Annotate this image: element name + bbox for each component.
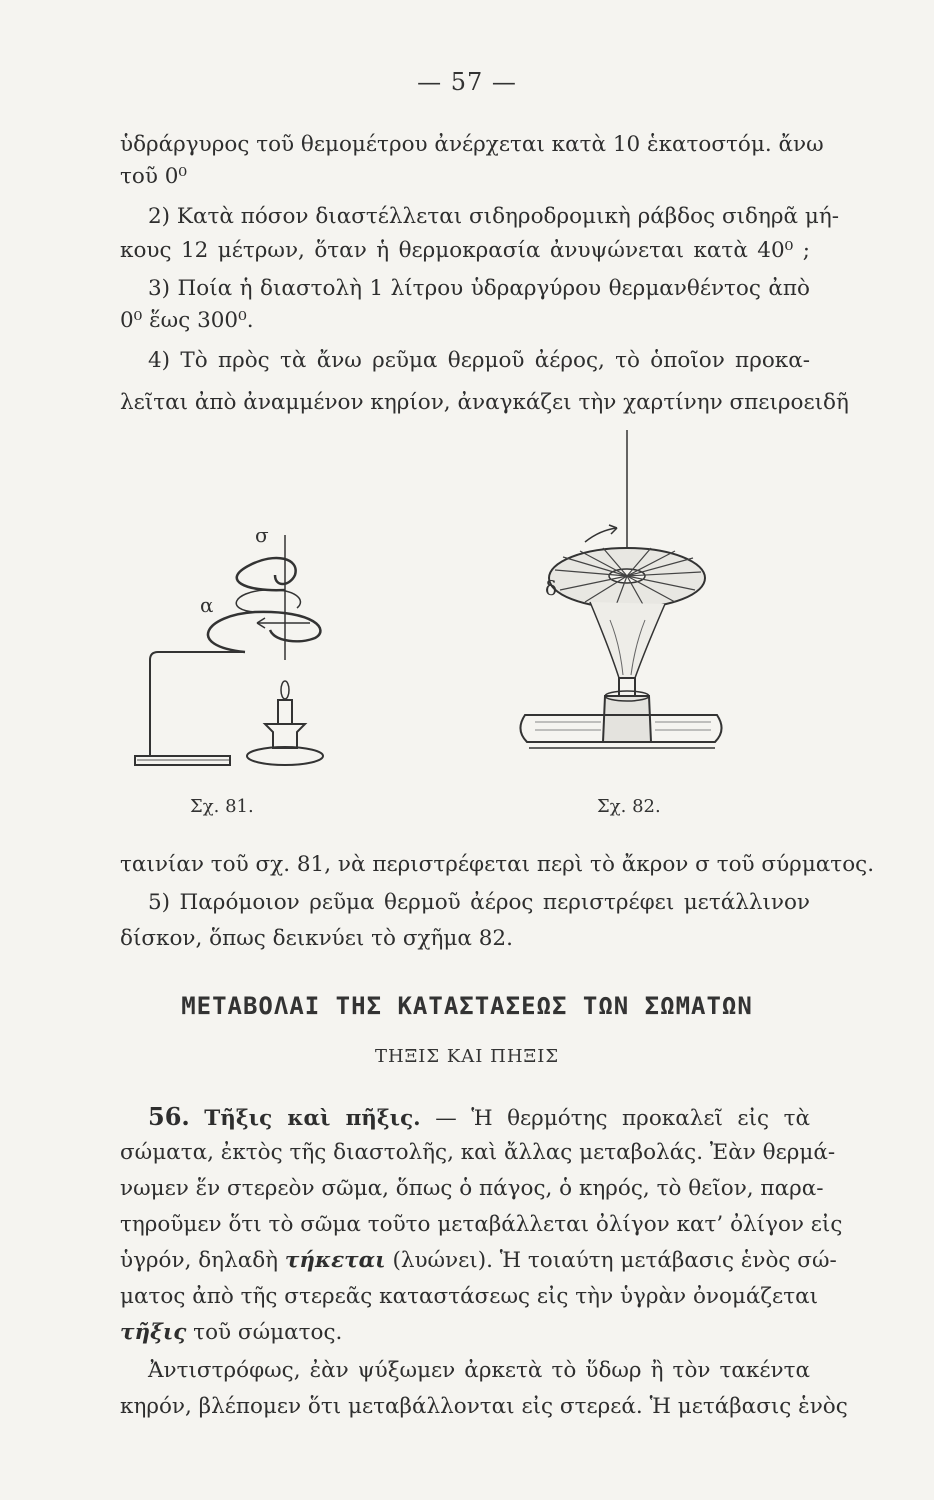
text-line: ὑδράργυρος τοῦ θεμομέτρου ἀνέρχεται κατὰ 10 ἑκατοστόμ. ἄνω <box>120 132 824 157</box>
text-line: κηρόν, βλέπομεν ὅτι μεταβάλλονται εἰς στερεά. Ἡ μετάβασις ἑνὸς <box>120 1394 848 1419</box>
text-line: 5) Παρόμοιον ρεῦμα θερμοῦ ἀέρος περιστρέφει μετάλλινον <box>148 890 810 915</box>
text-line: Ἀντιστρόφως, ἐὰν ψύξωμεν ἀρκετὰ τὸ ὕδωρ ἢ τὸν τακέντα <box>148 1358 810 1383</box>
text-line: 4) Τὸ πρὸς τὰ ἄνω ρεῦμα θερμοῦ ἀέρος, τὸ ὁποῖον προκα- <box>148 348 810 373</box>
text-line <box>120 1246 837 1276</box>
text-line: 2) Κατὰ πόσον διαστέλλεται σιδηροδρομικὴ ράβδος σιδηρᾶ μή- <box>148 204 839 229</box>
text-line: λεῖται ἀπὸ ἀναμμένον κηρίον, ἀναγκάζει τὴν χαρτίνην σπειροειδῆ <box>120 390 849 415</box>
label-delta: δ <box>545 576 558 600</box>
text-line: τοῦ 0⁰ <box>120 164 188 189</box>
text-line: σώματα, ἐκτὸς τῆς διαστολῆς, καὶ ἄλλας μεταβολάς. Ἐὰν θερμά- <box>120 1140 836 1165</box>
label-alpha: α <box>200 593 214 617</box>
figure-81-caption: Σχ. 81. <box>190 796 254 817</box>
paragraph-number: 56. <box>148 1102 190 1131</box>
text-fragment: τοῦ σώματος. <box>193 1320 343 1345</box>
figure-81-spiral-candle <box>125 520 385 780</box>
text-line: ταινίαν τοῦ σχ. 81, νὰ περιστρέφεται περὶ τὸ ἄκρον σ τοῦ σύρματος. <box>120 852 875 877</box>
text-line: 0⁰ ἕως 300⁰. <box>120 308 254 333</box>
text-line: ματος ἀπὸ τῆς στερεᾶς καταστάσεως εἰς τὴν ὑγρὰν ὀνομάζεται <box>120 1284 819 1309</box>
text-line: κους 12 μέτρων, ὅταν ἡ θερμοκρασία ἀνυψώνεται κατὰ 40⁰ ; <box>120 238 810 263</box>
text-fragment: (λυώνει). Ἡ τοιαύτη μετάβασις ἑνὸς σώ- <box>392 1248 837 1273</box>
figure-82-disc-lamp <box>515 430 735 770</box>
section-heading: ΜΕΤΑΒΟΛΑΙ ΤΗΣ ΚΑΤΑΣΤΑΣΕΩΣ ΤΩΝ ΣΩΜΑΤΩΝ <box>181 992 753 1020</box>
term-emphasis: τῆξις <box>120 1320 187 1345</box>
text-fragment: ὑγρόν, δηλαδὴ <box>120 1248 279 1273</box>
figure-82-caption: Σχ. 82. <box>597 796 661 817</box>
page-number: — 57 — <box>417 68 517 96</box>
text-fragment: — Ἡ θερμότης προκαλεῖ εἰς τὰ <box>435 1106 810 1131</box>
text-line: 3) Ποία ἡ διαστολὴ 1 λίτρου ὑδραργύρου θερμανθέντος ἀπὸ <box>148 276 810 301</box>
text-line: τηροῦμεν ὅτι τὸ σῶμα τοῦτο μεταβάλλεται ὀλίγον κατ’ ὀλίγον εἰς <box>120 1212 843 1237</box>
term-emphasis: τήκεται <box>284 1248 386 1273</box>
text-line: δίσκον, ὅπως δεικνύει τὸ σχῆμα 82. <box>120 926 513 951</box>
section-subheading: ΤΗΞΙΣ ΚΑΙ ΠΗΞΙΣ <box>374 1046 560 1067</box>
label-sigma: σ <box>255 523 269 547</box>
paragraph-56-first-line <box>148 1102 810 1134</box>
paragraph-title: Τῆξις καὶ πῆξις. <box>204 1106 421 1131</box>
text-line: νωμεν ἕν στερεὸν σῶμα, ὅπως ὁ πάγος, ὁ κηρός, τὸ θεῖον, παρα- <box>120 1176 824 1201</box>
text-line <box>120 1318 810 1348</box>
